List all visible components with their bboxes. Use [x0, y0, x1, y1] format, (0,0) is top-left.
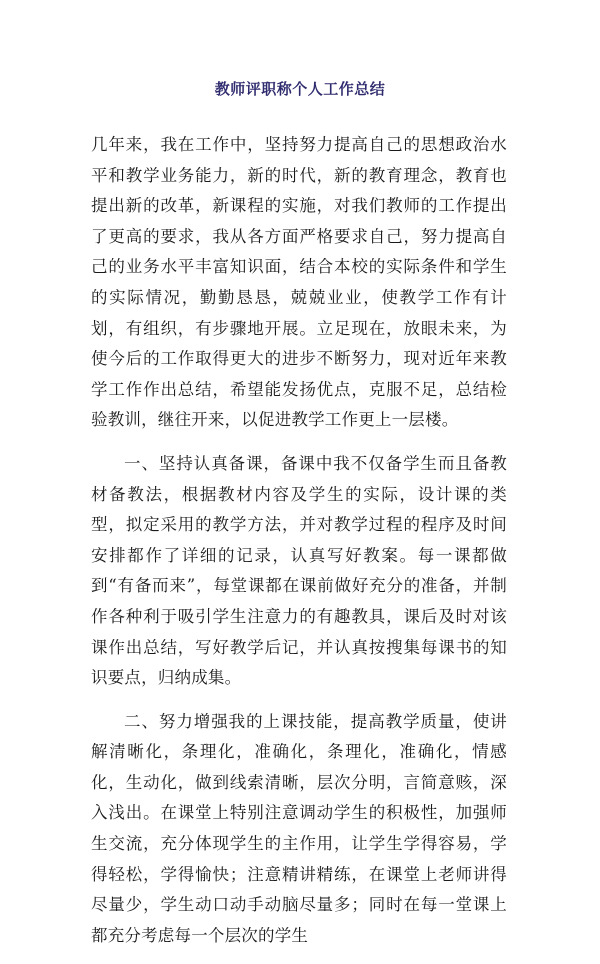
paragraph-intro: 几年来，我在工作中，坚持努力提高自己的思想政治水平和教学业务能力，新的时代，新的教育理念，教育也提出新的改革，新课程的实施，对我们教师的工作提出了更高的要求，我从各方面严格要求自己，努力提高自己的业务水平丰富知识面，结合本校的实际条件和学生的实际情况，勤勤恳恳，兢兢业业，使教学工作有计划，有组织，有步骤地开展。立足现在，放眼未来，为使今后的工作取得更大的进步不断努力，现对近年来教学工作作出总结，希望能发扬优点，克服不足，总结检验教训，继往开来，以促进教学工作更上一层楼。 — [91, 135, 507, 430]
paragraph-teaching-skills: 二、努力增强我的上课技能，提高教学质量，使讲解清晰化，条理化，准确化，条理化，准确化，情感化，生动化，做到线索清晰，层次分明，言简意赅，深入浅出。在课堂上特别注意调动学生的积极性，加强师生交流，充分体现学生的主作用，让学生学得容易，学得轻松，学得愉快；注意精讲精练，在课堂上老师讲得尽量少，学生动口动手动脑尽量多；同时在每一堂课上都充分考虑每一个层次的学生 — [91, 711, 507, 945]
document-title: 教师评职称个人工作总结 — [214, 80, 386, 98]
document-body — [91, 130, 507, 964]
paragraph-lesson-preparation: 一、坚持认真备课，备课中我不仅备学生而且备教材备教法，根据教材内容及学生的实际，设计课的类型，拟定采用的教学方法，并对教学过程的程序及时间安排都作了详细的记录，认真写好教案。每一课都做到“有备而来”，每堂课都在课前做好充分的准备，并制作各种利于吸引学生注意力的有趣教具，课后及时对该课作出总结，写好教学后记，并认真按搜集每课书的知识要点，归纳成集。 — [91, 453, 507, 688]
